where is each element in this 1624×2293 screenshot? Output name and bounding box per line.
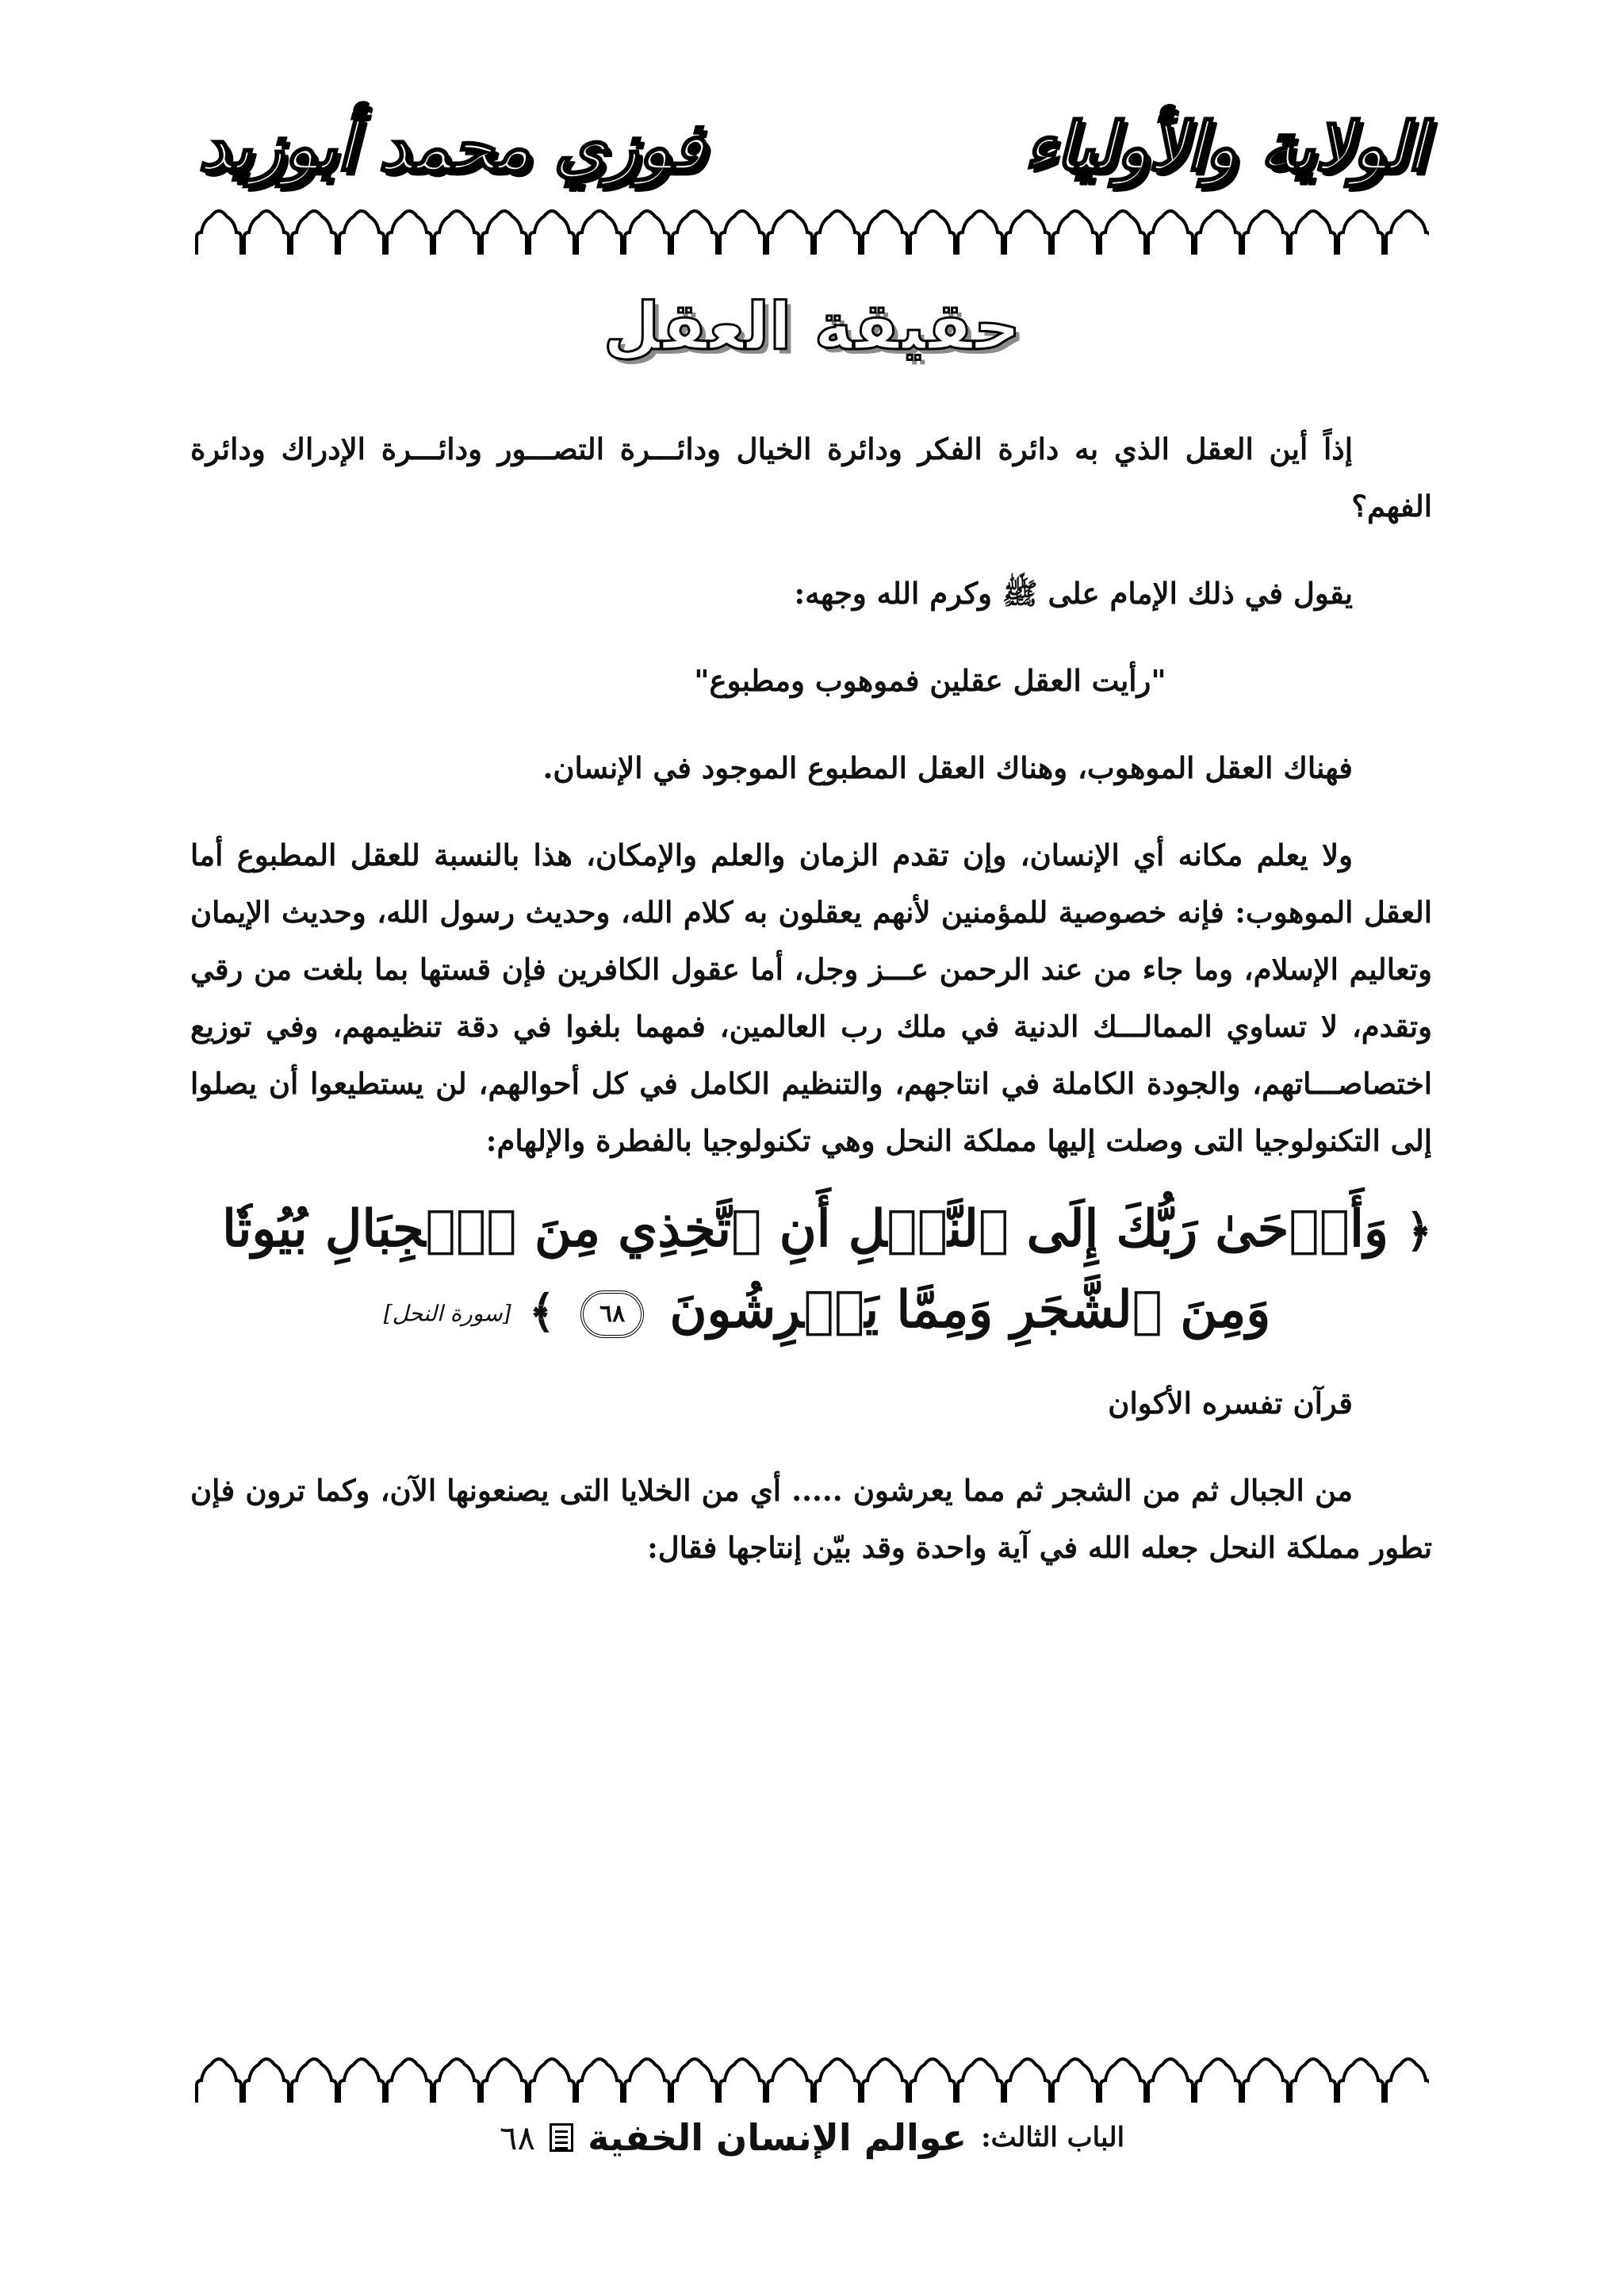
page-number: ٦٨: [499, 2118, 536, 2157]
top-ornament-border: [195, 202, 1429, 258]
ayah-number: ٦٨: [580, 1290, 644, 1338]
page-footer: [0, 2116, 1624, 2159]
verse-open-bracket: ﴿: [1406, 1205, 1432, 1257]
quotation: "رأيت العقل عقلين فموهوب ومطبوع": [694, 663, 1166, 698]
paragraph: من الجبال ثم من الشجر ثم مما يعرشون ..... أي من الخلايا التى يصنعونها الآن، وكما ترون فإن تطور مملكة النحل جعله الله في آية واحدة وقد بيّن إنتاجها فقال:: [190, 1472, 1432, 1565]
paragraph: يقول في ذلك الإمام على ﷺ وكرم الله وجهه:: [794, 576, 1353, 611]
chapter-title: حقيقة العقل: [603, 290, 1021, 365]
paragraph: إذاً أين العقل الذي به دائرة الفكر ودائرة الخيال ودائـــرة التصـــور ودائـــرة الإدراك ودائرة الفهم؟: [190, 431, 1432, 523]
footer-chapter-name: عوالم الإنسان الخفية: [588, 2116, 967, 2159]
body-text: [190, 420, 1432, 1606]
book-icon: [550, 2123, 573, 2152]
footer-chapter-label: الباب الثالث:: [981, 2122, 1125, 2153]
section-heading: قرآن تفسره الأكوان: [1108, 1385, 1353, 1421]
bottom-ornament-border: [195, 2050, 1429, 2106]
verse-close-bracket: ﴾: [528, 1286, 555, 1338]
surah-reference: [سورة النحل]: [383, 1300, 511, 1327]
running-header: [198, 103, 1426, 190]
verse-text: وَأَوۡحَىٰ رَبُّكَ إِلَى ٱلنَّحۡلِ أَنِ ٱتَّخِذِي مِنَ ٱلۡجِبَالِ بُيُوتٗا وَمِنَ ٱلشَّجَرِ وَمِمَّا يَعۡرِشُونَ: [222, 1199, 1388, 1340]
book-title: الولاية والأولياء: [1024, 107, 1426, 186]
paragraph: فهناك العقل الموهوب، وهناك العقل المطبوع الموجود في الإنسان.: [542, 750, 1353, 785]
quran-verse: [190, 1190, 1464, 1354]
paragraph: ولا يعلم مكانه أي الإنسان، وإن تقدم الزمان والعلم والإمكان، هذا بالنسبة للعقل المطبوع أما العقل الموهوب: فإنه خصوصية للمؤمنين لأنهم يعقلون به كلام الله، وحديث رسول الله، وحديث الإيمان وتعاليم الإسلام، وما جاء من عند الرحمن عـــز وجل، أما عقول الكافرين فإن قستها بما بلغت من رقي وتقدم، لا تساوي الممالـــك الدنية في ملك رب العالمين، فمهما بلغوا في دقة تنظيمهم، وفي توزيع اختصاصـــاتهم، والجودة الكاملة في انتاجهم، والتنظيم الكامل في كل أحوالهم، لن يستطيعوا أن يصلوا إلى التكنولوجيا التى وصلت إليها مملكة النحل وهي تكنولوجيا بالفطرة والإلهام:: [190, 838, 1432, 1158]
author-name: فوزي محمد أبوزيد: [198, 107, 705, 186]
